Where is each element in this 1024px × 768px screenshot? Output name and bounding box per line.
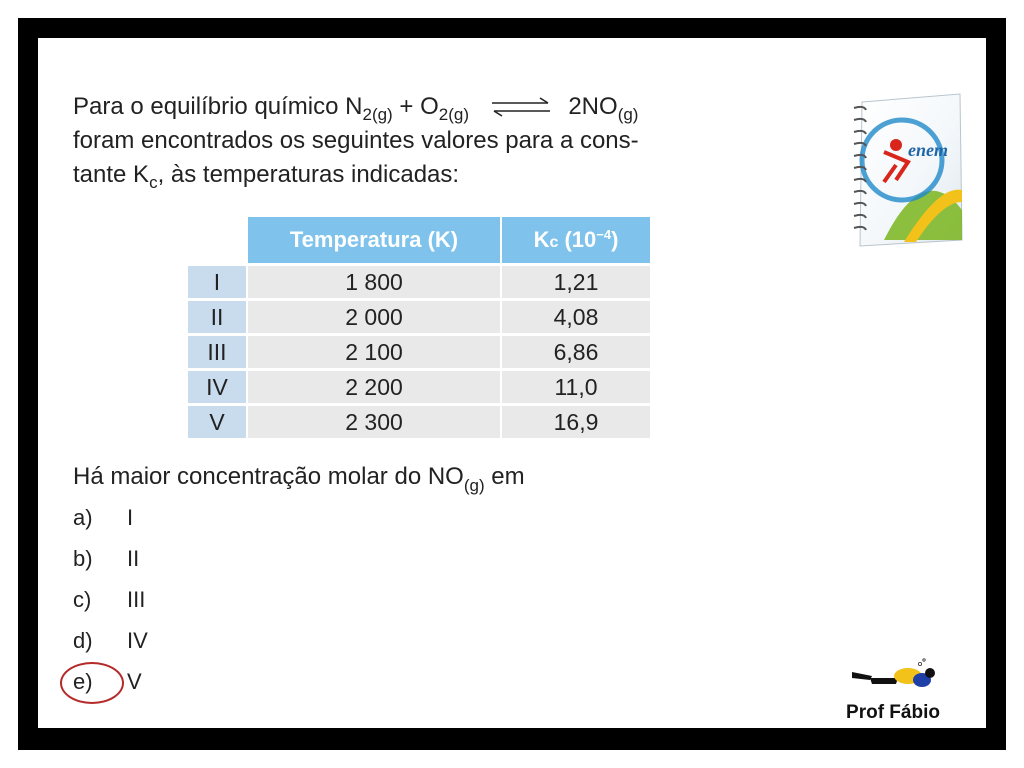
- question-line-3: [73, 158, 793, 192]
- option-value: I: [127, 505, 134, 530]
- question-line-3-end: , às temperaturas indicadas:: [157, 161, 460, 188]
- table-header-kc: [502, 217, 650, 263]
- table-row: [188, 336, 650, 368]
- row-kc: 1,21: [502, 266, 650, 298]
- kc-header-close: ): [611, 227, 619, 252]
- plus-o2: + O: [392, 93, 439, 120]
- enem-notebook-logo: [844, 90, 964, 250]
- option-b[interactable]: [73, 541, 148, 582]
- row-kc: 4,08: [502, 301, 650, 333]
- question-line-3-start: tante K: [73, 161, 150, 188]
- kc-header-c: c: [549, 234, 559, 251]
- option-a[interactable]: [73, 500, 148, 541]
- slide: [38, 38, 986, 728]
- table-header-row: [188, 217, 650, 263]
- question-text: [73, 90, 793, 192]
- product-no: 2NO: [568, 93, 618, 120]
- kc-table: [186, 214, 652, 441]
- row-temperature: 2 100: [248, 336, 500, 368]
- option-value: II: [127, 546, 140, 571]
- table-header-blank: [188, 217, 246, 263]
- row-temperature: 2 200: [248, 371, 500, 403]
- option-letter: c): [73, 587, 92, 612]
- row-label: I: [188, 266, 246, 298]
- option-value: III: [127, 587, 146, 612]
- equilibrium-arrow-icon: [490, 97, 552, 117]
- table-row: [188, 266, 650, 298]
- kc-header-open: (10: [558, 227, 597, 252]
- row-temperature: 2 000: [248, 301, 500, 333]
- question-line-1: [73, 90, 793, 124]
- option-d[interactable]: [73, 623, 148, 664]
- option-letter: a): [73, 505, 93, 530]
- row-kc: 6,86: [502, 336, 650, 368]
- table-row: [188, 406, 650, 438]
- option-letter: b): [73, 546, 93, 571]
- kc-header-exponent: −4: [596, 227, 612, 242]
- table-header-temperature: Temperatura (K): [248, 217, 500, 263]
- diver-icon: [850, 656, 940, 696]
- product-subscript: (g): [617, 105, 639, 124]
- enem-logo-text: enem: [908, 140, 948, 160]
- signature: Prof Fábio: [846, 702, 940, 723]
- row-temperature: 2 300: [248, 406, 500, 438]
- answer-options: [73, 500, 148, 705]
- prompt-start: Há maior concentração molar do NO: [73, 463, 464, 490]
- option-letter: d): [73, 628, 93, 653]
- option-letter: e): [73, 669, 93, 694]
- prompt-end: em: [484, 463, 525, 490]
- row-kc: 16,9: [502, 406, 650, 438]
- prompt-text: [73, 463, 525, 495]
- answer-circle: [60, 662, 124, 704]
- row-kc: 11,0: [502, 371, 650, 403]
- o2-subscript: 2(g): [438, 105, 469, 124]
- kc-subscript: c: [149, 173, 158, 192]
- option-value: V: [127, 669, 142, 694]
- question-intro: Para o equilíbrio químico N: [73, 93, 363, 120]
- row-label: V: [188, 406, 246, 438]
- option-c[interactable]: [73, 582, 148, 623]
- prompt-subscript: (g): [463, 476, 485, 495]
- slide-frame: [18, 18, 1006, 750]
- table-row: [188, 371, 650, 403]
- kc-header-k: K: [533, 227, 550, 252]
- option-e[interactable]: [73, 664, 148, 705]
- table-row: [188, 301, 650, 333]
- question-line-2: foram encontrados os seguintes valores para a cons-: [73, 127, 639, 154]
- row-temperature: 1 800: [248, 266, 500, 298]
- option-value: IV: [127, 628, 148, 653]
- row-label: III: [188, 336, 246, 368]
- n2-subscript: 2(g): [362, 105, 393, 124]
- row-label: IV: [188, 371, 246, 403]
- row-label: II: [188, 301, 246, 333]
